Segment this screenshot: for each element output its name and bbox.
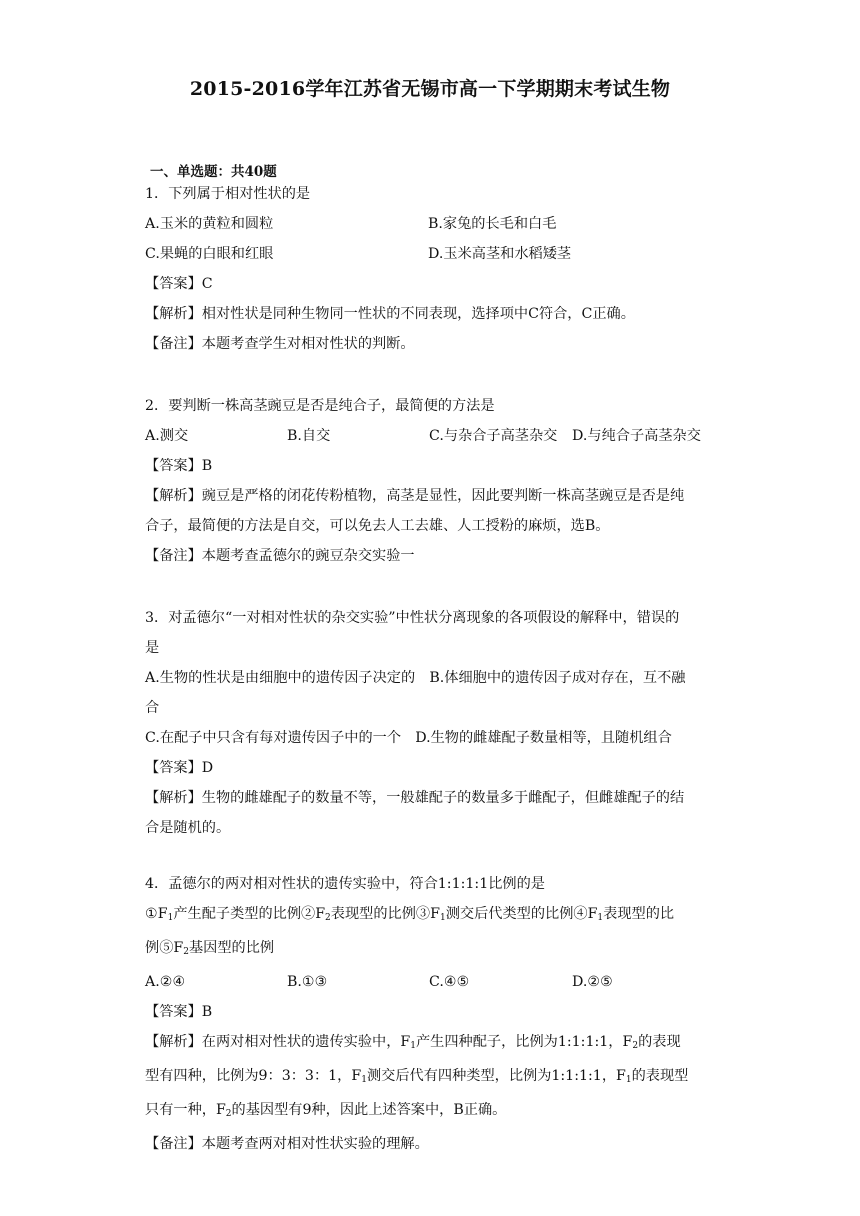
analysis-line: 型有四种，比例为9：3：3：1，$F_1$测交后代有四种类型，比例为1:1:1:1，$F_1$的表现型 [145, 1068, 689, 1085]
document-title: 2015-2016学年江苏省无锡市高一下学期期末考试生物 [189, 78, 671, 100]
answer: 【答案】B [145, 1004, 213, 1020]
question-1 [145, 179, 725, 359]
option-a: A.测交 [145, 428, 189, 444]
option-c: C.④⑤ [429, 974, 470, 990]
note: 【备注】本题考查孟德尔的豌豆杂交实验一 [145, 548, 415, 564]
option-a: A.玉米的黄粒和圆粒 [145, 216, 274, 232]
analysis-line: 合子，最简便的方法是自交，可以免去人工去雄、人工授粉的麻烦，选B。 [145, 518, 610, 534]
analysis-line: 只有一种，$F_2$的基因型有9种，因此上述答案中，B正确。 [145, 1102, 507, 1119]
section-heading: 一、单选题：共40题 [150, 164, 277, 180]
option-c: C.果蝇的白眼和红眼 [145, 246, 274, 262]
question-stem-line: 3．对孟德尔“一对相对性状的杂交实验”中性状分离现象的各项假设的解释中，错误的 [145, 610, 680, 626]
analysis-line: 合是随机的。 [145, 820, 231, 836]
options-row [145, 209, 725, 239]
note: 【备注】本题考查学生对相对性状的判断。 [145, 336, 415, 352]
options-line: 合 [145, 700, 160, 716]
options-row [145, 967, 725, 997]
answer: 【答案】D [145, 760, 214, 776]
question-4 [145, 869, 725, 1159]
question-3 [145, 603, 725, 843]
question-stem: 1．下列属于相对性状的是 [145, 186, 311, 202]
question-stem: 2．要判断一株高茎豌豆是否是纯合子，最简便的方法是 [145, 398, 495, 414]
analysis-line: 【解析】在两对相对性状的遗传实验中，$F_1$产生四种配子，比例为1:1:1:1，$F_2$的表现 [145, 1034, 681, 1051]
option-b: B.家兔的长毛和白毛 [428, 216, 557, 232]
options-row [145, 239, 725, 269]
analysis-line: 【解析】豌豆是严格的闭花传粉植物，高茎是显性，因此要判断一株高茎豌豆是否是纯 [145, 488, 685, 504]
option-b: B.自交 [287, 428, 331, 444]
options-row [145, 421, 725, 451]
statement-line: 例$⑤F_2$基因型的比例 [145, 940, 275, 957]
answer: 【答案】C [145, 276, 213, 292]
options-line: C.在配子中只含有每对遗传因子中的一个 D.生物的雌雄配子数量相等，且随机组合 [145, 730, 672, 746]
note: 【备注】本题考查两对相对性状实验的理解。 [145, 1136, 429, 1152]
option-c: C.与杂合子高茎杂交 [429, 428, 558, 444]
option-b: B.①③ [287, 974, 328, 990]
option-a: A.②④ [145, 974, 186, 990]
question-stem: 4．孟德尔的两对相对性状的遗传实验中，符合1:1:1:1比例的是 [145, 876, 545, 892]
question-stem-line: 是 [145, 640, 160, 656]
options-line: A.生物的性状是由细胞中的遗传因子决定的 B.体细胞中的遗传因子成对存在，互不融 [145, 670, 686, 686]
option-d: D.与纯合子高茎杂交 [572, 428, 701, 444]
analysis-line: 【解析】生物的雌雄配子的数量不等，一般雄配子的数量多于雌配子，但雌雄配子的结 [145, 790, 685, 806]
question-2 [145, 391, 725, 571]
statement-line: $①F_1$产生配子类型的比例$②F_2$表现型的比例$③F_1$测交后代类型的比例$④F_1$表现型的比 [145, 906, 675, 923]
analysis: 【解析】相对性状是同种生物同一性状的不同表现，选择项中C符合，C正确。 [145, 306, 635, 322]
answer: 【答案】B [145, 458, 213, 474]
option-d: D.②⑤ [572, 974, 613, 990]
option-d: D.玉米高茎和水稻矮茎 [428, 246, 572, 262]
